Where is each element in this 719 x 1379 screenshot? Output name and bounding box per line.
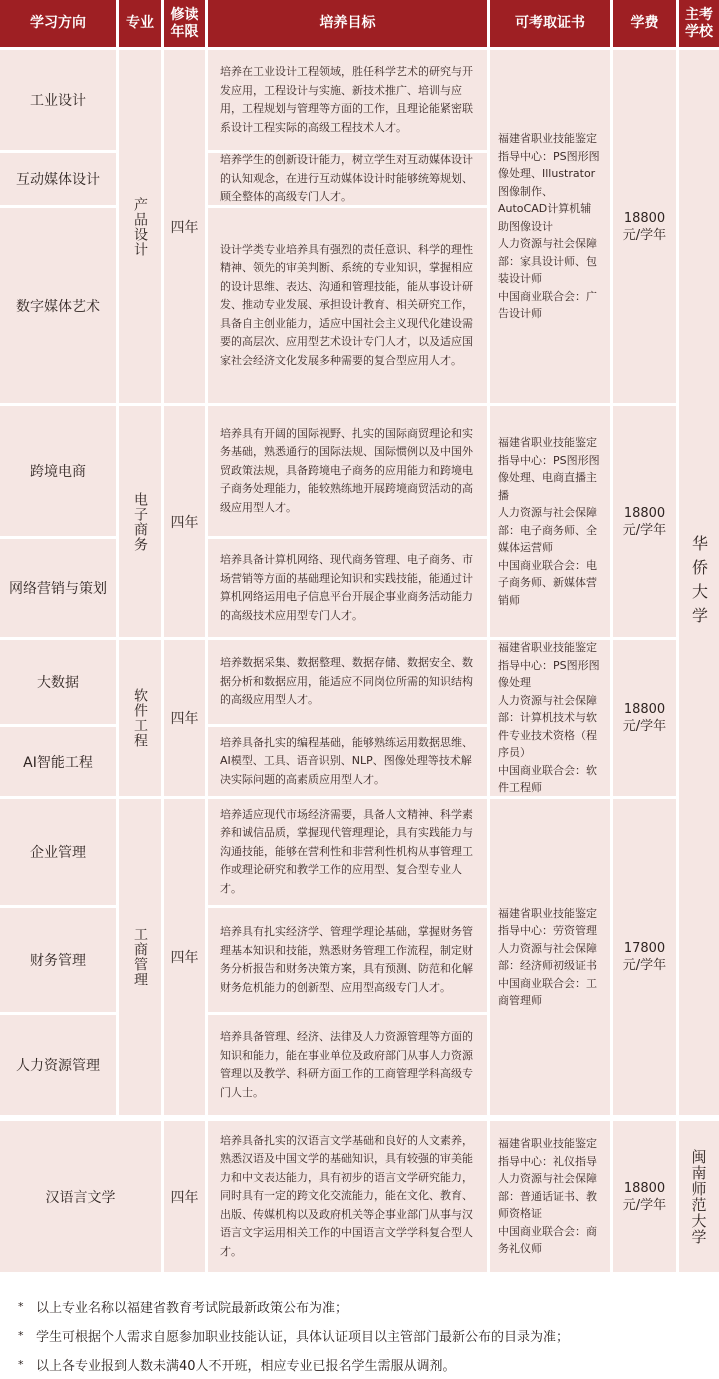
goal-cell: 培养具备扎实的汉语言文学基础和良好的人文素养，熟悉汉语及中国文学的基础知识，具有较强的审美能力和中文表达能力，具有初步的语言文学研究能力，同时具有一定的跨文化交流能力，能在文化、教育、出版、传媒机构以及政府机关等企事业部门从事与汉语言文字运用相关工作的中国语言文学学科复合型人才。 — [208, 1121, 487, 1272]
direction-cell: 汉语言文学 — [0, 1121, 161, 1272]
school-cell — [679, 50, 719, 1115]
major-label: 工商管理 — [132, 927, 148, 987]
fee-cell: 17800 元/学年 — [613, 799, 676, 1115]
major-cell — [119, 640, 161, 796]
school-label: 闽南师范大学 — [689, 1148, 708, 1245]
certificates-cell: 福建省职业技能鉴定指导中心：PS图形图像处理、Illustrator图像制作、AutoCAD计算机辅助图像设计 人力资源与社会保障部：家具设计师、包装设计师 中国商业联合会：广告设计师 — [490, 50, 610, 403]
direction-cell: 人力资源管理 — [0, 1015, 116, 1115]
goal-cell: 培养具备计算机网络、现代商务管理、电子商务、市场营销等方面的基础理论知识和实践技能，能通过计算机网络运用电子信息平台开展企事业商务活动能力的高级技术应用型专门人才。 — [208, 539, 487, 637]
direction-cell: 财务管理 — [0, 908, 116, 1012]
goal-cell: 培养具有开阔的国际视野、扎实的国际商贸理论和实务基础，熟悉通行的国际法规、国际惯例以及中国外贸政策法规，具备跨境电子商务的应用能力和跨境电子商务处理能力，能较熟练地开展跨境商贸活动的高级应用型人才。 — [208, 406, 487, 536]
star-icon: * — [18, 1300, 24, 1313]
direction-cell: 工业设计 — [0, 50, 116, 150]
header-goal: 培养目标 — [208, 0, 487, 47]
header-direction: 学习方向 — [0, 0, 116, 47]
direction-cell: 跨境电商 — [0, 406, 116, 536]
direction-cell: 企业管理 — [0, 799, 116, 905]
note-text: 以上各专业报到人数未满40人不开班，相应专业已报名学生需服从调剂。 — [36, 1359, 456, 1374]
goal-cell: 培养具备管理、经济、法律及人力资源管理等方面的知识和能力，能在事业单位及政府部门从事人力资源管理以及教学、科研方面工作的工商管理学科高级专门人士。 — [208, 1015, 487, 1115]
years-cell: 四年 — [164, 406, 205, 637]
header-years: 修读 年限 — [164, 0, 205, 47]
note-item — [18, 1321, 718, 1350]
goal-cell: 培养具备扎实的编程基础，能够熟练运用数据思维、AI模型、工具、语音识别、NLP、图像处理等技术解决实际问题的高素质应用型人才。 — [208, 727, 487, 796]
notes — [18, 1292, 718, 1379]
direction-cell: AI智能工程 — [0, 727, 116, 796]
header-fee: 学费 — [613, 0, 676, 47]
school-label: 华侨大学 — [689, 534, 709, 631]
major-label: 电子商务 — [132, 491, 148, 552]
direction-cell: 网络营销与策划 — [0, 539, 116, 637]
school-cell — [679, 1121, 719, 1272]
major-cell — [119, 799, 161, 1115]
fee-cell: 18800 元/学年 — [613, 406, 676, 637]
header-certificates: 可考取证书 — [490, 0, 610, 47]
certificates-cell: 福建省职业技能鉴定指导中心：劳资管理 人力资源与社会保障部：经济师初级证书 中国商业联合会：工商管理师 — [490, 799, 610, 1115]
direction-cell: 大数据 — [0, 640, 116, 724]
star-icon: * — [18, 1329, 24, 1342]
certificates-cell: 福建省职业技能鉴定指导中心：PS图形图像处理 人力资源与社会保障部：计算机技术与软件专业技术资格（程序员） 中国商业联合会：软件工程师 — [490, 640, 610, 796]
note-item — [18, 1292, 718, 1321]
star-icon: * — [18, 1358, 24, 1371]
major-label: 产品设计 — [132, 196, 148, 257]
direction-cell: 数字媒体艺术 — [0, 208, 116, 403]
header-school: 主考 学校 — [679, 0, 719, 47]
goal-cell: 培养具有扎实经济学、管理学理论基础，掌握财务管理基本知识和技能，熟悉财务管理工作流程，制定财务分析报告和财务决策方案，具有预测、防范和化解财务危机能力的创新型、应用型高级专门人才。 — [208, 908, 487, 1012]
years-cell: 四年 — [164, 50, 205, 403]
years-cell: 四年 — [164, 640, 205, 796]
major-cell — [119, 406, 161, 637]
direction-cell: 互动媒体设计 — [0, 153, 116, 205]
fee-cell: 18800 元/学年 — [613, 1121, 676, 1272]
years-cell: 四年 — [164, 1121, 205, 1272]
header-major: 专业 — [119, 0, 161, 47]
major-cell — [119, 50, 161, 403]
years-cell: 四年 — [164, 799, 205, 1115]
fee-cell: 18800 元/学年 — [613, 640, 676, 796]
goal-cell: 培养学生的创新设计能力，树立学生对互动媒体设计的认知观念，在进行互动媒体设计时能够统筹规划、顾全整体的高级专门人才。 — [208, 153, 487, 205]
certificates-cell: 福建省职业技能鉴定指导中心：礼仪指导 人力资源与社会保障部：普通话证书、教师资格证 中国商业联合会：商务礼仪师 — [490, 1121, 610, 1272]
fee-cell: 18800 元/学年 — [613, 50, 676, 403]
goal-cell: 培养在工业设计工程领域，胜任科学艺术的研究与开发应用，工程设计与实施、新技术推广、培训与应用，工程规划与管理等方面的工作，且理论能紧密联系设计工程实际的高级工程技术人才。 — [208, 50, 487, 150]
certificates-cell: 福建省职业技能鉴定指导中心：PS图形图像处理、电商直播主播 人力资源与社会保障部：电子商务师、全媒体运营师 中国商业联合会：电子商务师、新媒体营销师 — [490, 406, 610, 637]
note-text: 学生可根据个人需求自愿参加职业技能认证，具体认证项目以主管部门最新公布的目录为准； — [36, 1330, 570, 1345]
goal-cell: 培养数据采集、数据整理、数据存储、数据安全、数据分析和数据应用，能适应不同岗位所需的知识结构的高级应用型人才。 — [208, 640, 487, 724]
note-text: 以上专业名称以福建省教育考试院最新政策公布为准； — [36, 1301, 349, 1316]
major-label: 软件工程 — [132, 688, 148, 748]
goal-cell: 设计学类专业培养具有强烈的责任意识、科学的理性精神、领先的审美判断、系统的专业知识，掌握相应的设计思维、表达、沟通和管理技能，能从事设计研发、推动专业发展、承担设计教育、相关研究工作，具备自主创业能力，适应中国社会主义现代化建设需要的高层次、应用型艺术设计专门人才，以及适应国家社会经济文化发展多种需要的复合型应用人才。 — [208, 208, 487, 403]
goal-cell: 培养适应现代市场经济需要，具备人文精神、科学素养和诚信品质，掌握现代管理理论，具有实践能力与沟通技能，能够在营利性和非营利性机构从事管理工作或理论研究和教学工作的应用型、复合型专业人才。 — [208, 799, 487, 905]
